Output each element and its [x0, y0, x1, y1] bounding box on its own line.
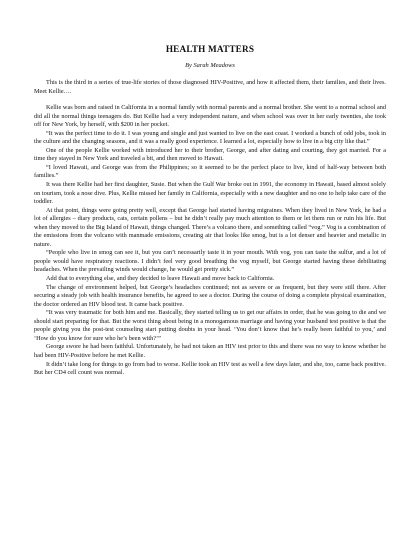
body-paragraph: It was there Kellie had her first daughter, Susie. But when the Gulf War broke out in 1991, the economy in Hawaii, based almost solely on tourism, took a nose dive. Plus, Kellie missed her family in California, especially with a new daughter and no one to help take care of the toddler.: [34, 181, 386, 206]
body-paragraph: It didn’t take long for things to go from bad to worse. Kellie took an HIV test as well a few days later, and she, too, came back positive. But her CD4 cell count was normal.: [34, 360, 386, 377]
body-paragraph: “I loved Hawaii, and George was from the Philippines; so it seemed to be the perfect place to live, kind of half-way between both families.”: [34, 163, 386, 180]
body-paragraph: “People who live in smog can see it, but you can’t necessarily taste it in your mouth. With vog, you can taste the sulfur, and a lot of people would have respiratory reactions. I didn’t feel very good breathing the vog myself, but George started having these debilitating headaches. When the prevailing winds would change, he would get pretty sick.”: [34, 249, 386, 274]
body-paragraph: At that point, things were going pretty well, except that George had started having migraines. When they lived in New York, he had a lot of allergies – diary products, cats, certain pollens – but he didn’t really pay much attention to them or let them run or ruin his life. But when they moved to the Big Island of Hawaii, things changed. There’s a volcano there, and something called “vog.” Vog is a combination of the emissions from the volcano with manmade emissions, creating air that looks like smog, but is a lot denser and heavier and metallic in nature.: [34, 206, 386, 248]
body-paragraph: Add that to everything else, and they decided to leave Hawaii and move back to California.: [46, 275, 275, 283]
body-paragraph: One of the people Kellie worked with introduced her to their brother, George, and after dating and courting, they got married. For a time they stayed in New York and traveled a bit, and then moved to Hawaii.: [34, 146, 386, 163]
body-paragraph: “It was very traumatic for both him and me. Basically, they started telling us to get our affairs in order, that he was going to die and we should start preparing for that. But the worst thing about being in a monogamous marriage and having your husband test positive is that the people giving you the post-test counseling start putting doubts in your head. ‘You don’t know that he’s really been faithful to you,’ and ‘How do you know for sure who he’s been with?’”: [34, 309, 386, 342]
intro-paragraph: This is the third in a series of true-life stories of those diagnosed HIV-Positive, and how it affected them, their families, and their lives. Meet Kellie….: [34, 79, 386, 95]
body-paragraph: The change of environment helped, but George’s headaches continued; not as severe or as frequent, but they were still there. After securing a steady job with health insurance benefits, he agreed to see a doctor. During the course of doing a complete physical examination, the doctor ordered an HIV blood test. It came back positive.: [34, 283, 386, 308]
body-paragraph: George swore he had been faithful. Unfortunately, he had not taken an HIV test prior to this and there was no way to know whether he had been HIV-Positive before he met Kellie.: [34, 343, 386, 359]
article-title: HEALTH MATTERS: [165, 44, 255, 54]
body-paragraph: Kellie was born and raised in California in a normal family with normal parents and a normal brother. She went to a normal school and did all the normal things teenagers do. But Kellie had a very independent nature, and when school was over in her early twenties, she took off for New York, by herself, with $200 in her pocket.: [34, 104, 386, 129]
article-byline: By Sarah Meadows: [185, 62, 235, 69]
body-paragraph: “It was the perfect time to do it. I was young and single and just wanted to live on the east coast. I worked a bunch of odd jobs, took in the culture and the changing seasons, and it was a really good experience. I learned a lot, especially how to live in a big city like that.”: [34, 129, 386, 146]
